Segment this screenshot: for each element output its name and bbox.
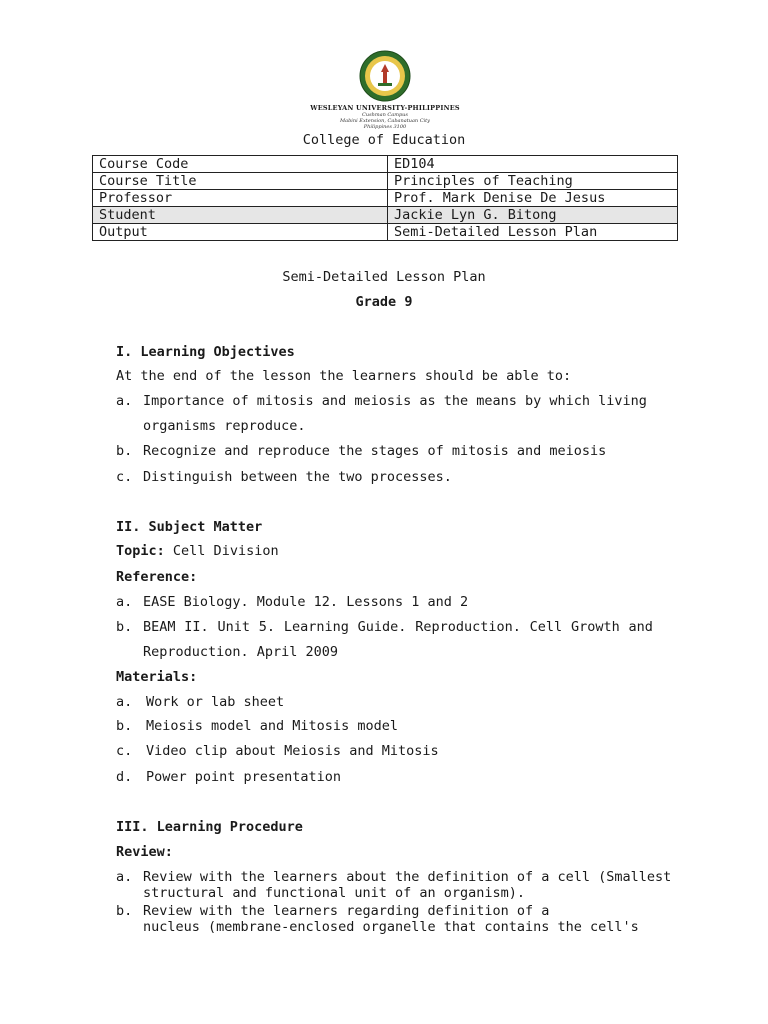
list-marker: b. (116, 443, 133, 459)
objective-text: Recognize and reproduce the stages of mitosis and meiosis (143, 443, 607, 459)
reference-word: 5. (258, 619, 276, 635)
table-row (93, 207, 678, 224)
list-marker: d. (116, 769, 133, 785)
grade-level: Grade 9 (355, 294, 413, 310)
reference-label: Reference: (116, 569, 198, 585)
reference-text: EASE Biology. Module 12. Lessons 1 and 2 (143, 594, 469, 610)
review-label: Review: (116, 844, 173, 860)
professor-value: Prof. Mark Denise De Jesus (388, 190, 678, 207)
topic-label: Topic: (116, 543, 165, 559)
procedure-heading: III. Learning Procedure (116, 819, 303, 835)
review-text-cont: structural and functional unit of an organism). (143, 885, 526, 901)
reference-word: Learning (283, 619, 349, 635)
material-item: Power point presentation (146, 769, 342, 785)
list-marker: b. (116, 718, 133, 734)
university-logo (292, 50, 478, 130)
list-marker: a. (116, 869, 133, 885)
list-marker: b. (116, 903, 133, 919)
output-label: Output (93, 224, 388, 241)
reference-word: Growth (570, 619, 620, 635)
reference-word: Cell (529, 619, 563, 635)
student-value: Jackie Lyn G. Bitong (388, 207, 678, 224)
list-marker: a. (116, 694, 133, 710)
reference-text-cont: Reproduction. April 2009 (143, 644, 339, 660)
course-code-label: Course Code (93, 156, 388, 173)
reference-word: II. (184, 619, 209, 635)
reference-text-justified (143, 619, 653, 635)
objective-text: Importance of mitosis and meiosis as the means by which living (143, 393, 647, 409)
reference-word: Reproduction. (415, 619, 521, 635)
table-row (93, 156, 678, 173)
review-text-cont: nucleus (membrane-enclosed organelle that contains the cell's (143, 919, 639, 935)
college-title: College of Education (302, 132, 466, 148)
topic-line (116, 543, 279, 559)
course-title-value: Principles of Teaching (388, 173, 678, 190)
reference-word: Unit (217, 619, 250, 635)
table-row (93, 190, 678, 207)
university-name: WESLEYAN UNIVERSITY-PHILIPPINES (310, 104, 460, 112)
material-item: Work or lab sheet (146, 694, 285, 710)
objectives-heading: I. Learning Objectives (116, 344, 295, 360)
student-label: Student (93, 207, 388, 224)
objective-text: Distinguish between the two processes. (143, 469, 452, 485)
list-marker: c. (116, 469, 133, 485)
list-marker: a. (116, 393, 133, 409)
professor-label: Professor (93, 190, 388, 207)
output-value: Semi-Detailed Lesson Plan (388, 224, 678, 241)
topic-value: Cell Division (172, 543, 279, 559)
campus-line: Philippines 3100 (363, 124, 407, 130)
course-info-table (92, 155, 678, 241)
materials-label: Materials: (116, 669, 198, 685)
list-marker: c. (116, 743, 133, 759)
material-item: Video clip about Meiosis and Mitosis (146, 743, 439, 759)
table-row (93, 173, 678, 190)
plan-title: Semi-Detailed Lesson Plan (282, 269, 486, 285)
campus-line: Cushman Campus (362, 112, 408, 118)
reference-word: BEAM (143, 619, 176, 635)
material-item: Meiosis model and Mitosis model (146, 718, 398, 734)
list-marker: a. (116, 594, 133, 610)
course-code-value: ED104 (388, 156, 678, 173)
reference-word: and (628, 619, 653, 635)
reference-word: Guide. (357, 619, 407, 635)
university-seal-icon (359, 50, 411, 102)
subject-matter-heading: II. Subject Matter (116, 519, 263, 535)
objectives-intro: At the end of the lesson the learners should be able to: (116, 368, 572, 384)
review-text: Review with the learners about the definition of a cell (Smallest (143, 869, 672, 885)
objective-text-cont: organisms reproduce. (143, 418, 306, 434)
list-marker: b. (116, 619, 133, 635)
review-text: Review with the learners regarding definition of a (143, 903, 550, 919)
course-title-label: Course Title (93, 173, 388, 190)
campus-line: Mabini Extension, Cabanatuan City (339, 118, 430, 124)
table-row (93, 224, 678, 241)
